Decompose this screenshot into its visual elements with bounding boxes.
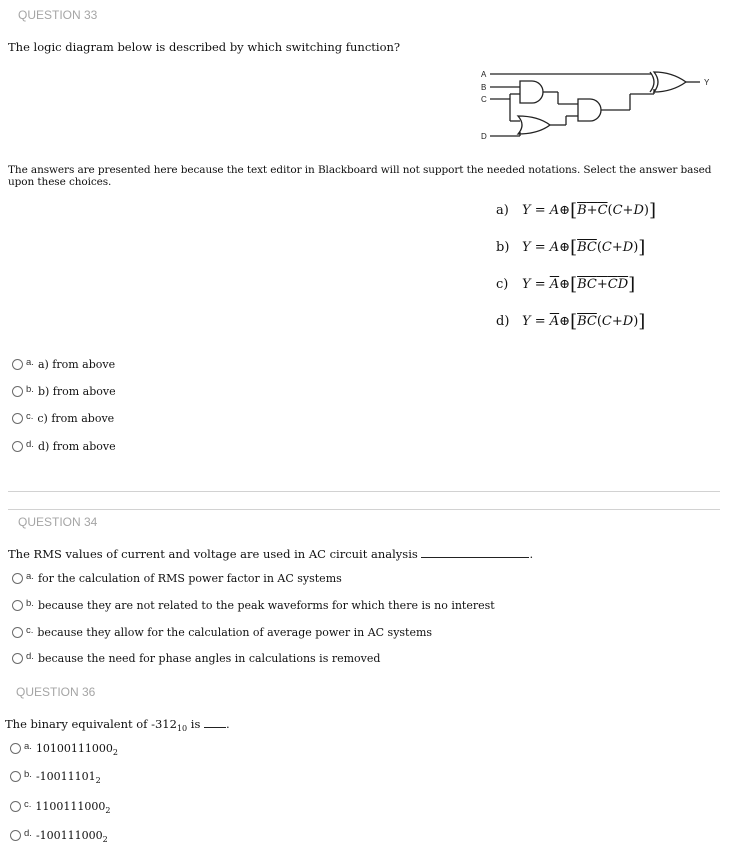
- question-33-prompt: The logic diagram below is described by which switching function?: [8, 40, 401, 54]
- option-text: [36, 742, 118, 760]
- radio-button[interactable]: [12, 413, 23, 424]
- option-letter: b.: [26, 598, 34, 609]
- q33-option-c[interactable]: [12, 412, 114, 426]
- option-text: for the calculation of RMS power factor in AC systems: [37, 572, 342, 585]
- option-value: -100111000: [35, 829, 103, 842]
- option-text: c) from above: [37, 412, 115, 425]
- logic-diagram: [470, 64, 720, 148]
- prompt-base: 10: [176, 724, 188, 733]
- question-34-prompt-text: The RMS values of current and voltage are used in AC circuit analysis: [8, 547, 418, 561]
- question-33-header: QUESTION 33: [18, 8, 98, 22]
- option-letter: c.: [26, 625, 34, 636]
- prompt-period: .: [226, 717, 230, 731]
- option-letter: a.: [26, 357, 34, 368]
- formula-d: d) $Y = \overline{A}\oplus[\overline{BC}(C+D)]$: [496, 311, 646, 332]
- option-text: d) from above: [37, 440, 116, 453]
- radio-button[interactable]: [12, 653, 23, 664]
- input-label-c: C: [481, 95, 487, 104]
- option-base: 2: [102, 835, 108, 844]
- q36-option-a[interactable]: [10, 742, 118, 760]
- radio-button[interactable]: [10, 801, 21, 812]
- formula-c: c) $Y = \overline{A}\oplus[BC+CD]$: [496, 274, 636, 295]
- q34-option-b[interactable]: [12, 599, 495, 613]
- option-letter: d.: [26, 651, 34, 662]
- radio-button[interactable]: [12, 386, 23, 397]
- divider: [8, 491, 720, 492]
- radio-button[interactable]: [12, 600, 23, 611]
- option-letter: c.: [26, 411, 34, 422]
- option-base: 2: [112, 748, 119, 757]
- option-letter: b.: [24, 769, 32, 780]
- input-label-b: B: [481, 83, 487, 92]
- option-letter: c.: [24, 799, 32, 810]
- option-value: 1100111000: [35, 800, 106, 813]
- q36-option-c[interactable]: [10, 800, 110, 818]
- q34-option-c[interactable]: [12, 626, 432, 640]
- option-text: because they allow for the calculation of average power in AC systems: [37, 626, 433, 639]
- option-letter: a.: [24, 741, 32, 752]
- question-36-prompt-text: The binary equivalent of -312: [5, 717, 177, 731]
- option-text: because the need for phase angles in calculations is removed: [37, 652, 381, 665]
- formula-a-label: a): [496, 203, 509, 218]
- q36-option-d[interactable]: [10, 829, 108, 847]
- question-36-header: QUESTION 36: [16, 685, 96, 699]
- option-text: b) from above: [37, 385, 116, 398]
- input-label-d: D: [481, 132, 487, 141]
- option-letter: b.: [26, 384, 34, 395]
- q34-option-d[interactable]: [12, 652, 380, 666]
- formula-b: b) $Y = A\oplus[\overline{BC}(C+D)]$: [496, 237, 646, 258]
- radio-button[interactable]: [12, 573, 23, 584]
- q33-option-d[interactable]: [12, 440, 116, 454]
- formula-b-label: b): [496, 240, 510, 255]
- radio-button[interactable]: [12, 627, 23, 638]
- radio-button[interactable]: [10, 743, 21, 754]
- option-base: 2: [95, 776, 101, 785]
- question-34-header: QUESTION 34: [18, 515, 98, 529]
- option-text: a) from above: [37, 358, 116, 371]
- formula-a: a) Y = A⊕[B+C(C+D)]: [496, 200, 656, 221]
- divider: [8, 509, 720, 510]
- q34-option-a[interactable]: [12, 572, 342, 586]
- option-letter: a.: [26, 571, 34, 582]
- q36-option-b[interactable]: [10, 770, 101, 788]
- answer-blank: [421, 556, 529, 558]
- question-33-note: The answers are presented here because the text editor in Blackboard will not support the needed notations. Select the answer based upon these choices.: [8, 164, 712, 188]
- option-base: 2: [105, 806, 111, 815]
- q33-option-a[interactable]: [12, 358, 115, 372]
- output-label-y: Y: [704, 78, 710, 87]
- option-text: [36, 770, 101, 788]
- radio-button[interactable]: [12, 359, 23, 370]
- question-36-prompt: [5, 717, 230, 733]
- option-letter: d.: [24, 828, 32, 839]
- prompt-period: .: [529, 547, 534, 561]
- option-letter: d.: [26, 439, 34, 450]
- answer-blank: [204, 726, 226, 728]
- prompt-is: is: [187, 717, 201, 731]
- formula-c-label: c): [496, 277, 509, 292]
- option-text: [36, 829, 108, 847]
- question-34-prompt: [8, 547, 533, 561]
- q33-option-b[interactable]: [12, 385, 116, 399]
- input-label-a: A: [481, 70, 487, 79]
- radio-button[interactable]: [10, 771, 21, 782]
- formula-d-label: d): [496, 314, 510, 329]
- option-value: -10011101: [35, 770, 96, 783]
- radio-button[interactable]: [12, 441, 23, 452]
- option-text: [35, 800, 110, 818]
- radio-button[interactable]: [10, 830, 21, 841]
- option-value: 10100111000: [35, 742, 113, 755]
- option-text: because they are not related to the peak waveforms for which there is no interest: [37, 599, 495, 612]
